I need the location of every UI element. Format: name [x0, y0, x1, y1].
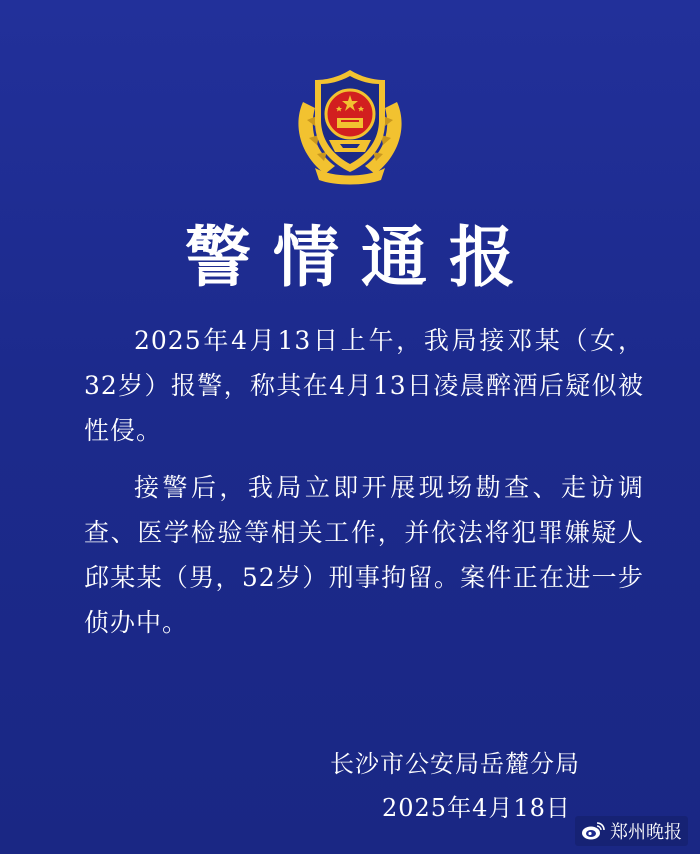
- paragraph-1: 2025年4月13日上午，我局接邓某（女，32岁）报警，称其在4月13日凌晨醉酒后疑似被性侵。: [84, 326, 644, 445]
- issue-date: 2025年4月18日: [382, 794, 571, 822]
- paragraph-2: 接警后，我局立即开展现场勘查、走访调查、医学检验等相关工作，并依法将犯罪嫌疑人邱某某（男，52岁）刑事拘留。案件正在进一步侦办中。: [84, 473, 644, 637]
- watermark-text: 郑州晚报: [610, 822, 682, 843]
- source-watermark: [575, 816, 688, 846]
- notice-body: [84, 318, 644, 657]
- notice-title: 警情通报: [185, 219, 537, 296]
- police-emblem-icon: [285, 62, 415, 192]
- issuing-organization: 长沙市公安局岳麓分局: [330, 750, 580, 778]
- signature-block: [330, 742, 580, 830]
- weibo-icon: [581, 821, 605, 841]
